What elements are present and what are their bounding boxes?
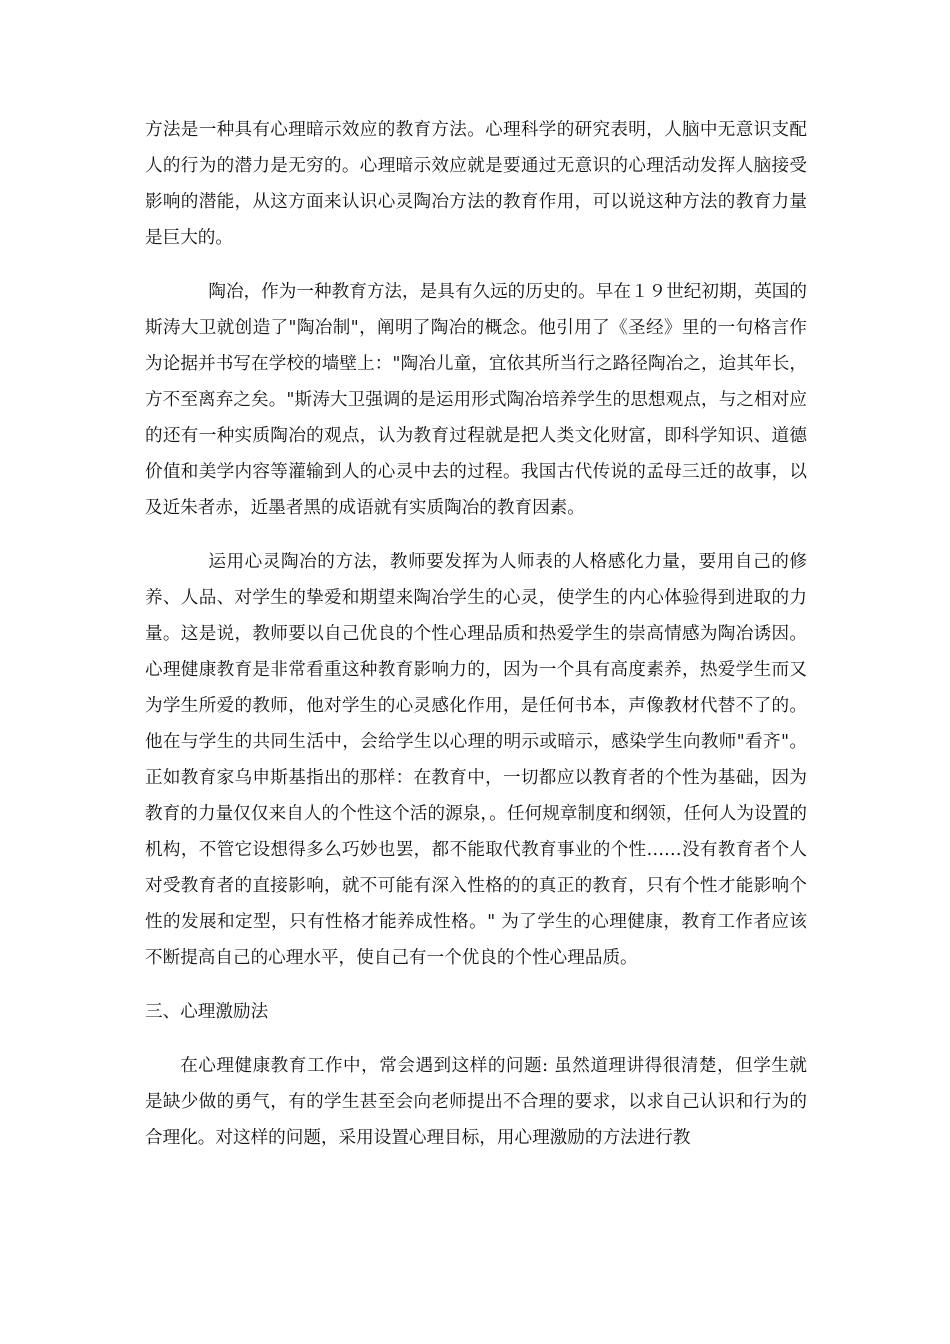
paragraph-3: 运用心灵陶冶的方法，教师要发挥为人师表的人格感化力量，要用自己的修养、人品、对学生的挚爱和期望来陶冶学生的心灵，使学生的内心体验得到进取的力量。这是说，教师要以自己优良的个性心理品质和热爱学生的崇高情感为陶冶诱因。心理健康教育是非常看重这种教育影响力的，因为一个具有高度素养，热爱学生而又为学生所爱的教师，他对学生的心灵感化作用，是任何书本，声像教材代替不了的。他在与学生的共同生活中，会给学生以心理的明示或暗示，感染学生向教师"看齐"。正如教育家乌申斯基指出的那样：在教育中，一切都应以教育者的个性为基础，因为教育的力量仅仅来自人的个性这个活的源泉，。任何规章制度和纲领，任何人为设置的机构，不管它设想得多么巧妙也罢，都不能取代教育事业的个性……没有教育者个人对受教育者的直接影响，就不可能有深入性格的的真正的教育，只有个性才能影响个性的发展和定型，只有性格才能养成性格。" 为了学生的心理健康，教育工作者应该不断提高自己的心理水平，使自己有一个优良的个性心理品质。 (145, 552, 807, 968)
document-page (145, 112, 807, 1156)
paragraph-2: 陶冶，作为一种教育方法，是具有久远的历史的。早在１９世纪初期，英国的斯涛大卫就创造了"陶冶制"，阐明了陶冶的概念。他引用了《圣经》里的一句格言作为论据并书写在学校的墙壁上："陶冶儿童，宜依其所当行之路径陶冶之，迨其年长，方不至离弃之矣。"斯涛大卫强调的是运用形式陶冶培养学生的思想观点，与之相对应的还有一种实质陶冶的观点，认为教育过程就是把人类文化财富，即科学知识、道德价值和美学内容等灌输到人的心灵中去的过程。我国古代传说的孟母三迁的故事，以及近朱者赤，近墨者黑的成语就有实质陶冶的教育因素。 (145, 282, 807, 518)
paragraph-4: 在心理健康教育工作中，常会遇到这样的问题: 虽然道理讲得很清楚，但学生就是缺少做的勇气，有的学生甚至会向老师提出不合理的要求，以求自己认识和行为的合理化。对这样的问题，采用设置心理目标，用心理激励的方法进行教 (145, 1056, 807, 1148)
paragraph-1: 方法是一种具有心理暗示效应的教育方法。心理科学的研究表明，人脑中无意识支配人的行为的潜力是无穷的。心理暗示效应就是要通过无意识的心理活动发挥人脑接受影响的潜能，从这方面来认识心灵陶冶方法的教育作用，可以说这种方法的教育力量是巨大的。 (145, 120, 807, 248)
section-heading: 三、心理激励法 (145, 1002, 269, 1022)
